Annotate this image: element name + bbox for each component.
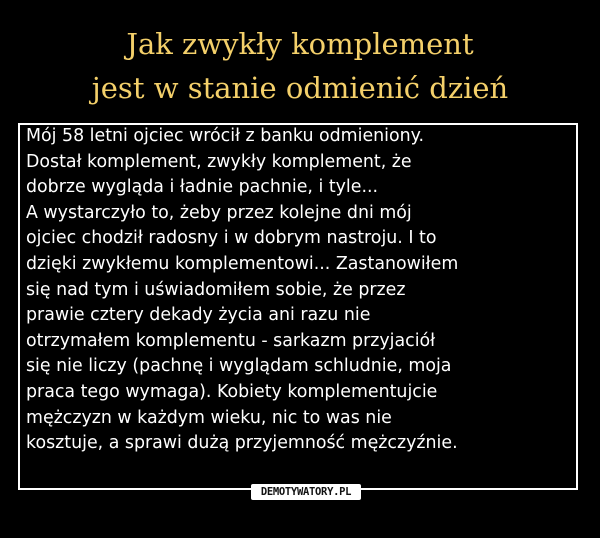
watermark-badge: DEMOTYWATORY.PL (251, 484, 361, 500)
story-text (26, 124, 578, 457)
story-line: A wystarczyło to, żeby przez kolejne dni mój (26, 202, 412, 223)
story-line: praca tego wymaga). Kobiety komplementujcie (26, 381, 438, 402)
story-line: dobrze wygląda i ładnie pachnie, i tyle... (26, 177, 379, 198)
title-line-1: Jak zwykły komplement (126, 27, 474, 61)
story-line: Dostał komplement, zwykły komplement, że (26, 151, 412, 172)
title-line-2: jest w stanie odmienić dzień (91, 71, 509, 105)
story-line: się nad tym i uświadomiłem sobie, że przez (26, 279, 406, 300)
story-line: mężczyzn w każdym wieku, nic to was nie (26, 407, 392, 428)
story-line: ojciec chodził radosny i w dobrym nastroju. I to (26, 228, 437, 249)
story-line: otrzymałem komplementu - sarkazm przyjaciół (26, 330, 436, 351)
story-line: Mój 58 letni ojciec wrócił z banku odmieniony. (26, 126, 425, 146)
story-line: kosztuje, a sprawi dużą przyjemność mężczyźnie. (26, 433, 458, 454)
story-line: dzięki zwykłemu komplementowi... Zastanowiłem (26, 253, 459, 274)
story-line: się nie liczy (pachnę i wyglądam schludnie, moja (26, 356, 452, 377)
story-line: prawie cztery dekady życia ani razu nie (26, 305, 371, 326)
page-title (0, 22, 600, 110)
